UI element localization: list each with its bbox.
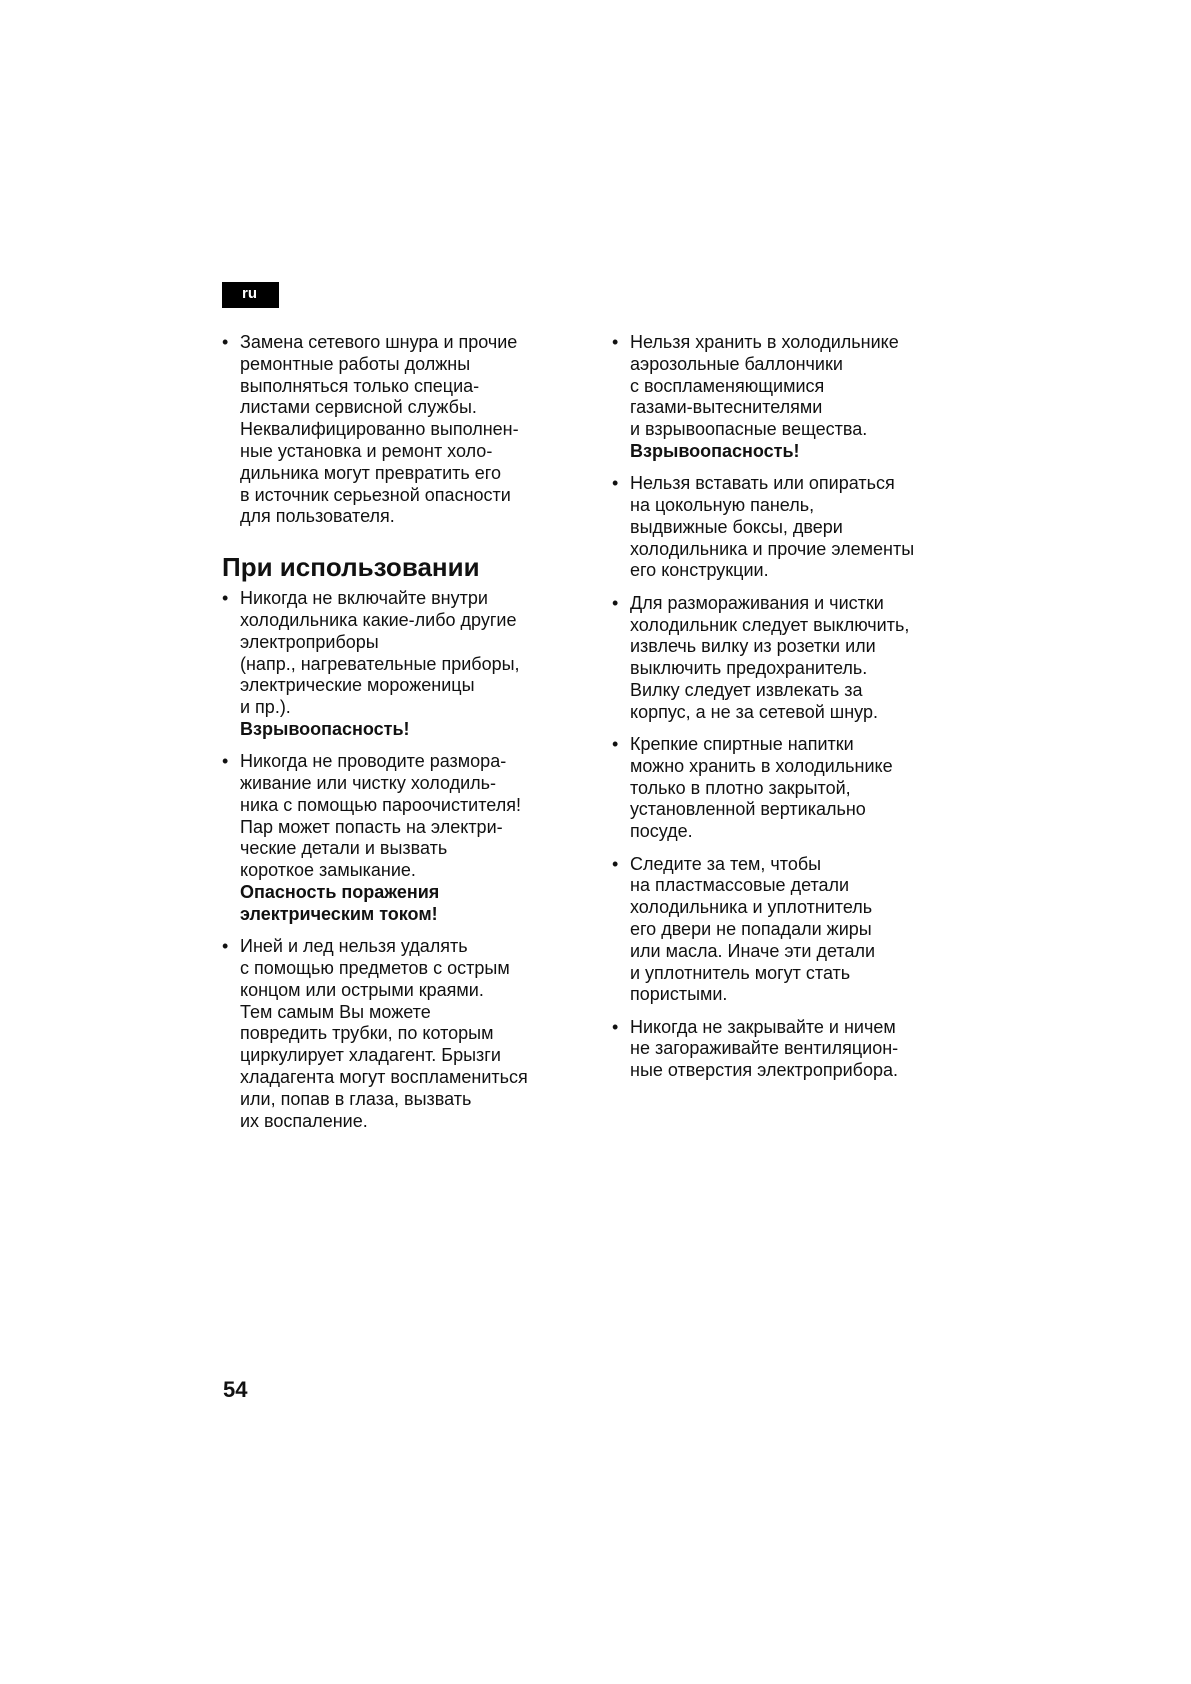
text-line: концом или острыми краями.: [240, 979, 484, 1000]
bullet-item: [612, 593, 982, 724]
text-line: дильника могут превратить его: [240, 462, 501, 483]
bullet-icon: •: [612, 853, 619, 874]
bullet-item: [612, 332, 982, 463]
usage-bullet-list: [222, 588, 602, 1132]
text-line: Замена сетевого шнура и прочие: [240, 332, 518, 352]
text-line: Нельзя вставать или опираться: [630, 473, 895, 494]
text-line: ника с помощью пароочистителя!: [240, 794, 521, 815]
text-line: Для размораживания и чистки: [630, 592, 884, 613]
text-line: корпус, а не за сетевой шнур.: [630, 701, 878, 722]
text-line: ные отверстия электроприбора.: [630, 1060, 898, 1081]
warning-text: Взрывоопасность!: [630, 440, 800, 461]
bullet-icon: •: [612, 592, 619, 613]
text-line: ные установка и ремонт холо-: [240, 440, 493, 461]
text-line: электроприборы: [240, 631, 379, 652]
text-line: и уплотнитель могут стать: [630, 962, 851, 983]
text-line: установленной вертикально: [630, 799, 866, 820]
text-line: Никогда не закрывайте и ничем: [630, 1016, 896, 1037]
text-line: для пользователя.: [240, 506, 395, 527]
text-line: короткое замыкание.: [240, 860, 416, 881]
text-line: можно хранить в холодильнике: [630, 755, 893, 776]
bullet-icon: •: [222, 751, 229, 772]
warning-text: электрическим током!: [240, 903, 438, 924]
text-line: газами-вытеснителями: [630, 397, 823, 418]
text-line: Тем самым Вы можете: [240, 1001, 431, 1022]
text-line: хладагента могут воспламениться: [240, 1066, 528, 1087]
bullet-icon: •: [222, 588, 229, 609]
bullet-icon: •: [612, 734, 619, 755]
text-line: и пр.).: [240, 697, 291, 718]
text-line: выполняться только специа-: [240, 375, 480, 396]
text-line: (напр., нагревательные приборы,: [240, 653, 520, 674]
text-line: электрические мороженицы: [240, 675, 475, 696]
text-line: живание или чистку холодиль-: [240, 773, 497, 794]
left-column: [222, 332, 602, 1143]
text-line: Нельзя хранить в холодильнике: [630, 332, 899, 352]
text-line: выключить предохранитель.: [630, 658, 868, 679]
text-line: пористыми.: [630, 984, 728, 1005]
text-line: Никогда не включайте внутри: [240, 588, 488, 609]
bullet-item: [222, 588, 602, 741]
text-line: листами сервисной службы.: [240, 397, 477, 418]
text-line: его двери не попадали жиры: [630, 918, 872, 939]
text-line: ческие детали и вызвать: [240, 838, 448, 859]
text-line: извлечь вилку из розетки или: [630, 636, 876, 657]
section-heading: При использовании: [222, 552, 480, 583]
text-line: или, попав в глаза, вызвать: [240, 1088, 472, 1109]
text-line: Неквалифицированно выполнен-: [240, 419, 519, 440]
text-line: циркулирует хладагент. Брызги: [240, 1045, 501, 1066]
text-line: только в плотно закрытой,: [630, 777, 851, 798]
text-line: холодильник следует выключить,: [630, 614, 910, 635]
text-line: холодильника какие-либо другие: [240, 609, 517, 630]
bullet-item: [612, 734, 982, 843]
bullet-icon: •: [222, 332, 229, 352]
bullet-icon: •: [612, 332, 619, 352]
text-line: повредить трубки, по которым: [240, 1023, 494, 1044]
text-line: холодильника и уплотнитель: [630, 897, 873, 918]
bullet-icon: •: [222, 936, 229, 957]
bullet-item: [222, 751, 602, 925]
text-line: в источник серьезной опасности: [240, 484, 511, 505]
text-line: с помощью предметов с острым: [240, 957, 510, 978]
text-line: Крепкие спиртные напитки: [630, 734, 854, 755]
text-line: ремонтные работы должны: [240, 353, 471, 374]
text-line: Вилку следует извлекать за: [630, 679, 863, 700]
intro-bullet-item: [222, 332, 602, 528]
text-line: и взрывоопасные вещества.: [630, 419, 868, 440]
text-line: Иней и лед нельзя удалять: [240, 936, 468, 957]
text-line: аэрозольные баллончики: [630, 353, 843, 374]
text-line: или масла. Иначе эти детали: [630, 940, 876, 961]
text-line: на цокольную панель,: [630, 495, 815, 516]
text-line: его конструкции.: [630, 560, 769, 581]
text-line: Следите за тем, чтобы: [630, 853, 822, 874]
text-line: посуде.: [630, 821, 693, 842]
text-line: с воспламеняющимися: [630, 375, 825, 396]
bullet-item: [612, 1017, 982, 1082]
text-line: Пар может попасть на электри-: [240, 816, 503, 837]
language-tag: ru: [222, 282, 279, 308]
text-line: на пластмассовые детали: [630, 875, 850, 896]
text-line: их воспаление.: [240, 1110, 368, 1131]
text-line: выдвижные боксы, двери: [630, 516, 843, 537]
warning-text: Взрывоопасность!: [240, 718, 410, 739]
bullet-icon: •: [612, 1016, 619, 1037]
bullet-item: [612, 854, 982, 1007]
bullet-item: [612, 473, 982, 582]
warning-text: Опасность поражения: [240, 882, 440, 903]
text-line: не загораживайте вентиляцион-: [630, 1038, 899, 1059]
bullet-icon: •: [612, 473, 619, 494]
page-number: 54: [223, 1377, 248, 1402]
text-line: холодильника и прочие элементы: [630, 538, 915, 559]
usage-bullet-list-continued: [612, 332, 982, 1082]
text-line: Никогда не проводите размора-: [240, 751, 507, 772]
right-column: [612, 332, 982, 1093]
bullet-item: [222, 936, 602, 1132]
